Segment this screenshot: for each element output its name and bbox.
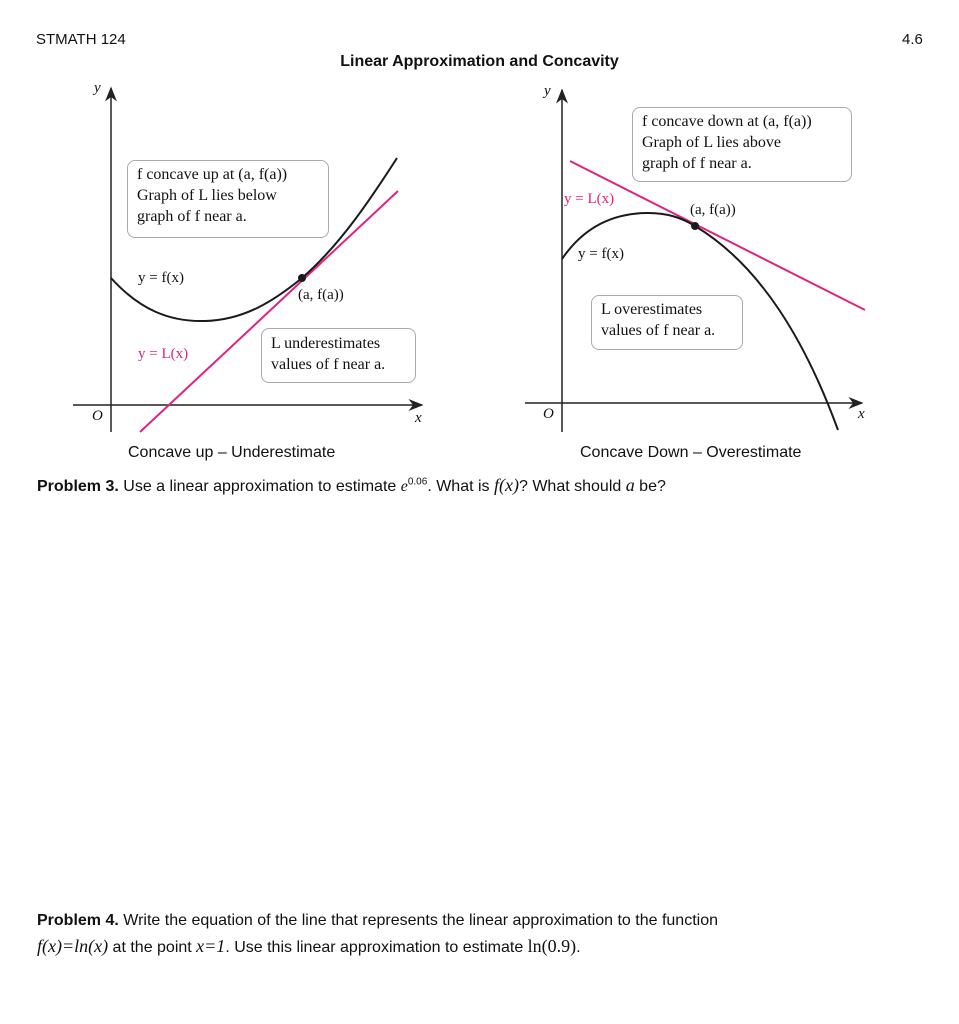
note-line: L underestimates (271, 335, 381, 352)
right-point-label: (a, f(a)) (690, 202, 736, 218)
math-point: x=1 (196, 936, 226, 956)
note-line: f concave down at (a, f(a)) (642, 113, 812, 130)
left-point-label: (a, f(a)) (298, 287, 344, 303)
left-L-label: y = L(x) (138, 346, 189, 362)
left-concavity-note (127, 160, 329, 238)
note-line: Graph of L lies above (642, 134, 781, 151)
course-code: STMATH 124 (36, 31, 126, 48)
section-number: 4.6 (902, 31, 923, 48)
page-title: Linear Approximation and Concavity (340, 53, 619, 70)
problem-3-text: ? What should (518, 478, 626, 495)
right-estimate-note (591, 295, 743, 350)
problem-3 (37, 475, 666, 496)
problem-4-label: Problem 4. (37, 912, 119, 929)
problem-3-text: be? (634, 478, 666, 495)
math-equation: f(x)=ln(x) (37, 936, 109, 956)
right-x-label: x (858, 406, 865, 422)
note-line: graph of f near a. (137, 208, 247, 225)
left-caption: Concave up – Underestimate (128, 444, 336, 461)
right-tangent-line (570, 161, 865, 310)
math-fx: f(x) (494, 475, 519, 495)
math-estimate: ln(0.9) (527, 936, 577, 956)
left-estimate-note (261, 328, 416, 383)
problem-4-line-1 (37, 912, 718, 930)
note-line: L overestimates (601, 301, 703, 318)
note-line: Graph of L lies below (137, 187, 277, 204)
left-y-label: y (94, 80, 101, 96)
problem-3-text: Use a linear approximation to estimate (123, 478, 401, 495)
note-line: f concave up at (a, f(a)) (137, 166, 288, 183)
left-f-label: y = f(x) (138, 270, 184, 286)
math-exponent: 0.06 (407, 476, 428, 488)
right-f-label: y = f(x) (578, 246, 624, 262)
problem-4-text: . Use this linear approximation to estimate (225, 939, 528, 956)
right-origin-label: O (543, 406, 554, 422)
note-line: values of f near a. (601, 322, 716, 339)
left-origin-label: O (92, 408, 103, 424)
right-L-label: y = L(x) (564, 191, 615, 207)
problem-4-text: . (576, 939, 581, 956)
problem-4-line-2 (37, 936, 581, 957)
note-line: values of f near a. (271, 356, 386, 373)
math-a: a (625, 475, 635, 495)
math-base: e (400, 478, 408, 495)
problem-3-text: . What is (427, 478, 494, 495)
problem-4-text: at the point (108, 939, 197, 956)
left-x-label: x (415, 410, 422, 426)
note-line: graph of f near a. (642, 155, 752, 172)
right-concavity-note (632, 107, 852, 182)
right-y-label: y (544, 83, 551, 99)
right-caption: Concave Down – Overestimate (580, 444, 802, 461)
left-tangent-point (298, 274, 306, 282)
problem-4-text: Write the equation of the line that represents the linear approximation to the function (123, 912, 718, 929)
right-tangent-point (691, 222, 699, 230)
problem-3-label: Problem 3. (37, 478, 119, 495)
